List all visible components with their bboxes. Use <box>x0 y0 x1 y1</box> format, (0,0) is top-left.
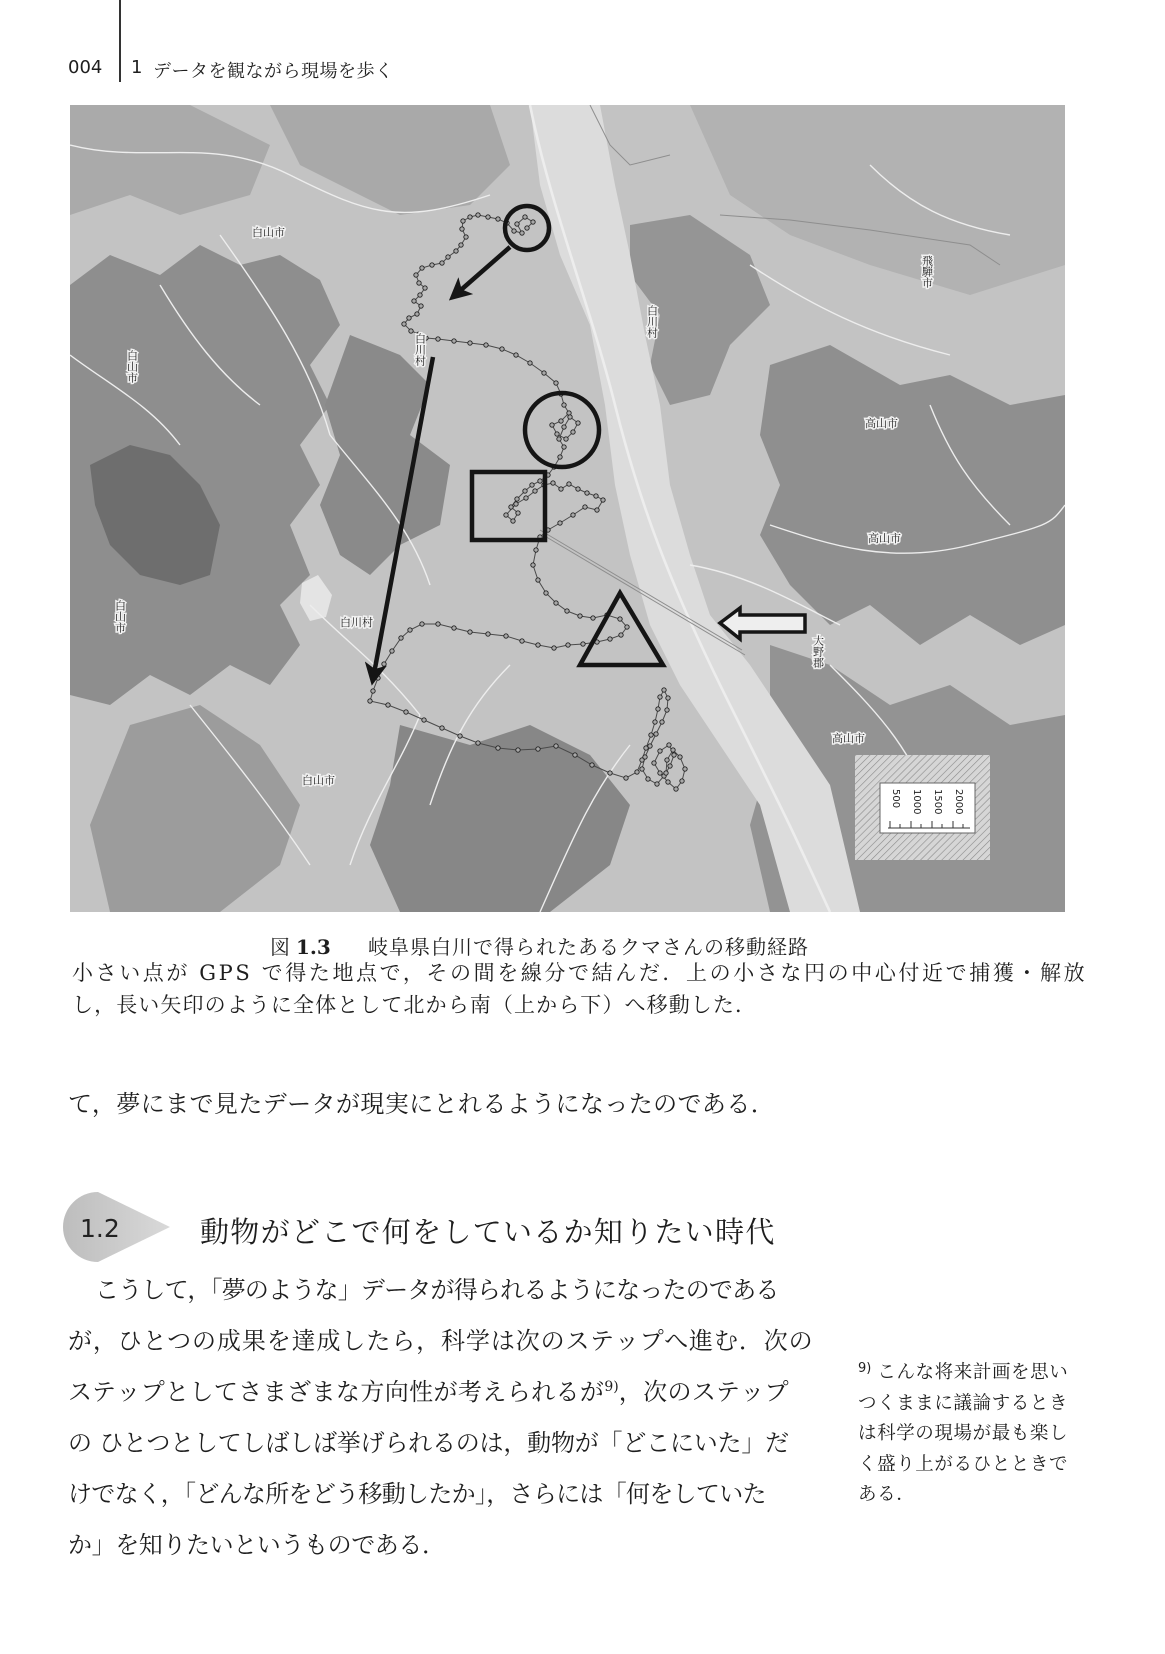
scale-label-2000: 2000 <box>953 789 964 815</box>
paragraph-line: が，ひとつの成果を達成したら，科学は次のステップへ進む．次の <box>68 1327 814 1355</box>
map-label-hakusan-3: 白山市 <box>113 600 127 633</box>
footnote-line: く盛り上がるひとときで <box>858 1453 1069 1475</box>
paragraph-line: の ひとつとしてしばしば挙げられるのは，動物が「どこにいた」だ <box>68 1429 789 1457</box>
body-continuation: て，夢にまで見たデータが現実にとれるようになったのである． <box>68 1090 776 1118</box>
footnote-line: は科学の現場が最も楽し <box>858 1423 1069 1444</box>
section-number: 1.2 <box>80 1214 120 1243</box>
map-label-shirakawa-1: 白川村 <box>413 333 427 366</box>
paragraph-line <box>68 1367 790 1418</box>
page-number: 004 <box>68 57 103 78</box>
map-label-takayama-1: 高山市 <box>865 417 898 430</box>
elevation-scale <box>855 755 990 860</box>
header-rule <box>119 0 121 82</box>
map-label-hakusan-2: 白山市 <box>125 350 139 383</box>
map-label-hakusan-4: 白山市 <box>302 774 335 787</box>
footnote-marker: 9) <box>858 1361 872 1376</box>
paragraph-text: ステップとしてさまざまな方向性が考えられるが <box>68 1378 605 1406</box>
scale-label-500: 500 <box>890 789 901 809</box>
chapter-number: 1 <box>131 57 143 78</box>
figure-title: 岐阜県白川で得られたあるクマさんの移動経路 <box>368 935 809 959</box>
figure-caption-line: し，長い矢印のように全体として北から南（上から下）へ移動した． <box>72 993 758 1017</box>
map-label-hida: 飛騨市 <box>920 255 934 288</box>
scale-label-1000: 1000 <box>911 789 922 815</box>
figure-label-prefix: 図 <box>270 935 290 959</box>
footnote-line <box>858 1358 1068 1389</box>
paragraph-line: か」を知りたいというものである． <box>68 1531 446 1559</box>
footnote-line: つくままに議論するとき <box>858 1392 1069 1414</box>
scale-label-1500: 1500 <box>932 789 943 815</box>
section-title: 動物がどこで何をしているか知りたい時代 <box>200 1215 776 1249</box>
paragraph-line: こうして，「夢のような」データが得られるようになったのである <box>95 1276 779 1304</box>
figure-number: 1.3 <box>296 935 331 959</box>
paragraph-line: けでなく，「どんな所をどう移動したか」，さらには「何をしていた <box>68 1480 766 1508</box>
map-label-takayama-2: 高山市 <box>868 532 901 545</box>
map-label-ono: 大野郡 <box>811 635 825 668</box>
side-footnote <box>858 1358 1068 1511</box>
footnote-reference: 9) <box>604 1379 619 1395</box>
footnote-text: こんな将来計画を思い <box>877 1362 1069 1383</box>
figure-caption-line: 小さい点が GPS で得た地点で，その間を線分で結んだ．上の小さな円の中心付近で捕獲・解放 <box>72 961 1088 985</box>
map-label-shirakawa-3: 白川村 <box>340 616 373 629</box>
body-paragraph <box>68 1265 814 1571</box>
footnote-line: ある． <box>858 1484 916 1505</box>
figure-label <box>270 931 331 960</box>
paragraph-text: ，次のステップ <box>618 1378 790 1406</box>
chapter-title: データを観ながら現場を歩く <box>153 61 394 82</box>
bear-route-map <box>70 105 1065 912</box>
map-label-shirakawa-2: 白川村 <box>645 305 659 338</box>
map-label-hakusan-1: 白山市 <box>252 226 285 239</box>
map-label-takayama-3: 高山市 <box>832 732 865 745</box>
